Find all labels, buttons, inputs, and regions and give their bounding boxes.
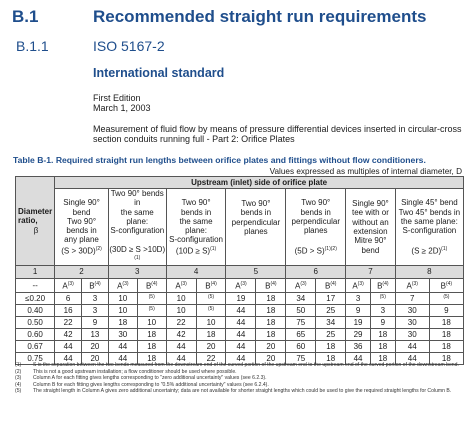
fitting-description-line: the same plane: [120,207,154,226]
column-number-4: 4 [166,266,226,279]
length-cell: 30 [395,329,429,341]
column-number-3: 3 [108,266,166,279]
fitting-description-line: bend [361,245,380,255]
fitting-description-line: Single 90° [352,199,389,209]
table-row [16,329,464,341]
beta-symbol: β [33,225,39,235]
fitting-description-line: bends in [66,226,97,236]
length-cell: 3 [370,305,395,317]
fitting-description-line: Mitre 90° [354,236,387,246]
ab-header-cell: $A^{(3)}$ [55,279,82,293]
fitting-description-line: planes [303,226,328,236]
fitting-description-line: bends in [180,207,212,217]
length-cell: 44 [55,341,82,353]
fitting-description-line [226,236,285,245]
length-cell: 19 [346,317,371,329]
fitting-description-line [109,235,166,244]
length-cell: 9 [346,305,371,317]
ab-header-cell: $A^{(3)}$ [395,279,429,293]
length-cell: 30 [395,317,429,329]
footnote-mark: (5) [15,388,22,394]
beta-cell: 0.67 [16,341,55,353]
length-cell: (5) [137,305,166,317]
fitting-description-line: Single 90° [63,198,100,208]
fitting-description-line: bends in [300,207,331,217]
length-cell: 44 [55,353,82,365]
fitting-description-line: Two 45° bends in [398,207,461,217]
section-number: B.1 [12,7,39,26]
fitting-description-line: (S > 30D)$^{(2)}$ [61,245,102,256]
length-cell: 18 [429,329,463,341]
length-cell: 18 [316,353,346,365]
fitting-description-line [286,235,345,244]
length-cell: 44 [108,341,137,353]
footnote [15,388,467,395]
length-cell: 18 [429,341,463,353]
length-cell: 65 [286,329,316,341]
column-number-2: 2 [55,266,109,279]
fitting-description-line: (10D ≥ S)$^{(1)}$ [175,245,217,256]
length-cell: 10 [166,293,196,305]
ab-header-cell: $A^{(3)}$ [166,279,196,293]
length-cell: 22 [166,317,196,329]
length-cell: 44 [166,353,196,365]
column-number-8: 8 [395,266,463,279]
ab-header-cell: $B^{(4)}$ [316,279,346,293]
length-cell: 10 [108,305,137,317]
ab-header-dash: -- [16,279,55,293]
column-number-row [16,266,464,279]
fitting-description-2 [55,189,109,266]
length-cell: 20 [82,353,109,365]
fitting-description-line: Two 90° [67,216,97,226]
length-cell: 75 [286,353,316,365]
fitting-description-line: bends in [240,208,272,218]
footnotes [15,362,467,395]
fitting-description-line: S-configuration [110,226,165,236]
fitting-description-line: the same [179,216,213,226]
table-row [16,341,464,353]
standard-description: Measurement of fluid flow by means of pressure differential devices inserted in circular-cross section conduits running full - Part 2: Orifice Plates [93,124,462,145]
edition-block [93,93,151,113]
ab-header-cell: $A^{(3)}$ [108,279,137,293]
length-cell: 7 [395,293,429,305]
edition-text: First Edition [93,93,141,103]
table-body [16,293,464,365]
length-cell: (5) [429,293,463,305]
table-row [16,305,464,317]
ab-header-cell: $B^{(4)}$ [256,279,286,293]
length-cell: 22 [196,353,226,365]
length-cell: 10 [108,293,137,305]
length-cell: 44 [226,353,256,365]
ab-header-cell: $A^{(3)}$ [226,279,256,293]
footnote-text: Column B for each fitting gives lengths corresponding to "0.5% additional uncertainty" values (see 6.2.4). [33,381,269,388]
length-cell: 18 [370,353,395,365]
beta-cell: 0.75 [16,353,55,365]
straight-run-table [15,176,464,365]
length-cell: 18 [256,293,286,305]
length-cell: 50 [286,305,316,317]
length-cell: 60 [286,341,316,353]
length-cell: 36 [346,341,371,353]
footnote-mark: (3) [15,375,22,381]
length-cell: 18 [256,317,286,329]
length-cell: 6 [55,293,82,305]
length-cell: 42 [55,329,82,341]
column-number-5: 5 [226,266,286,279]
fitting-description-line: without an [352,217,389,227]
ab-header-cell: $A^{(3)}$ [286,279,316,293]
diameter-header-line: Diameter [18,207,53,217]
fitting-description-line [396,235,463,244]
fitting-description-5 [226,189,286,266]
ab-header-cell: $B^{(4)}$ [196,279,226,293]
footnote-text: S is the separation between the two bends measured from the downstream end of the curved portion of the upstream end to the upstream end of the curved portion of the downstream bend. [33,362,459,368]
length-cell: 18 [370,329,395,341]
length-cell: 18 [370,341,395,353]
fitting-description-line: any plane [64,235,99,245]
diameter-header-line: ratio, [18,216,38,226]
footnote-text: This is not a good upstream installation; a flow conditioner should be used where possible. [33,368,237,375]
length-cell: 13 [82,329,109,341]
fitting-description-3 [108,189,166,266]
length-cell: 20 [82,341,109,353]
length-cell: 44 [108,353,137,365]
beta-cell: 0.40 [16,305,55,317]
fitting-description-6 [286,189,346,266]
length-cell: 9 [370,317,395,329]
diameter-ratio-header [16,177,55,266]
fitting-description-line: tee with or [351,208,389,218]
fitting-description-line: perpendicular [291,216,340,226]
subsection-title: ISO 5167-2 [93,38,165,54]
subsection-number: B.1.1 [16,38,49,54]
ab-header-cell: $B^{(4)}$ [137,279,166,293]
length-cell: 44 [166,341,196,353]
length-cell: 34 [286,293,316,305]
footnote-text: The straight length in Column A gives zero additional uncertainty; data are not available for shorter straight lengths which could be used to give the required straight lengths for Column B. [33,388,452,394]
fitting-description-line: extension [353,227,388,237]
length-cell: 75 [286,317,316,329]
footnote-mark: (2) [15,368,22,375]
length-cell: 44 [395,353,429,365]
length-cell: 30 [395,305,429,317]
length-cell: 18 [256,305,286,317]
table-caption: Table B-1. Required straight run lengths between orifice plates and fittings without flow conditioners. [13,155,426,165]
fitting-description-7 [346,189,396,266]
length-cell: 30 [108,329,137,341]
ab-header-cell: $B^{(4)}$ [82,279,109,293]
length-cell: 34 [316,317,346,329]
fitting-description-line: (30D ≥ S >10D)$^{(1)}$ [109,244,166,262]
beta-cell: 0.50 [16,317,55,329]
length-cell: 22 [55,317,82,329]
ab-header-cell: $B^{(4)}$ [429,279,463,293]
beta-cell: ≤0.20 [16,293,55,305]
fitting-description-row [16,189,464,266]
length-cell: 18 [429,317,463,329]
length-cell: (5) [196,305,226,317]
footnote-mark: (4) [15,381,22,388]
fitting-description-line: Two 90° [241,199,271,209]
ab-header-row [16,279,464,293]
length-cell: 18 [429,353,463,365]
footnote-text: Column A for each fitting gives lengths corresponding to "zero additional uncertainty" values (see 6.2.3). [33,375,267,381]
length-cell: (5) [196,293,226,305]
fitting-description-line: S-configuration [402,226,457,236]
ab-header-cell: $A^{(3)}$ [346,279,371,293]
footnote-mark: (1) [15,362,22,368]
fitting-description-4 [166,189,226,266]
length-cell: 10 [137,317,166,329]
length-cell: 42 [166,329,196,341]
fitting-description-line: bend [72,207,91,217]
length-cell: 20 [256,341,286,353]
edition-date: March 1, 2003 [93,103,151,113]
length-cell: 17 [316,293,346,305]
length-cell: 29 [346,329,371,341]
length-cell: 18 [137,329,166,341]
units-note: Values expressed as multiples of internal diameter, D [269,167,462,176]
length-cell: 44 [346,353,371,365]
length-cell: 20 [256,353,286,365]
fitting-description-line: Single 45° bend [401,198,458,208]
length-cell: 10 [166,305,196,317]
length-cell: 10 [196,317,226,329]
length-cell: 18 [196,329,226,341]
length-cell: 19 [226,293,256,305]
length-cell: (5) [370,293,395,305]
length-cell: 3 [346,293,371,305]
fitting-description-line [226,246,285,255]
table-row [16,293,464,305]
length-cell: 18 [137,353,166,365]
length-cell: 20 [196,341,226,353]
fitting-description-line: Two 90° [301,198,331,208]
fitting-description-8 [395,189,463,266]
length-cell: 44 [226,317,256,329]
length-cell: 3 [82,305,109,317]
length-cell: 9 [429,305,463,317]
fitting-description-line: (S ≥ 2D)$^{(1)}$ [411,245,448,256]
fitting-description-line: planes [244,227,268,237]
length-cell: 18 [137,341,166,353]
column-number-1: 1 [16,266,55,279]
table-row [16,317,464,329]
column-number-7: 7 [346,266,396,279]
length-cell: 18 [108,317,137,329]
length-cell: 18 [316,341,346,353]
column-number-6: 6 [286,266,346,279]
fitting-description-line: S-configuration [169,235,223,245]
beta-cell: 0.60 [16,329,55,341]
fitting-description-line: (5D > S)$^{(1)(2)}$ [294,245,337,256]
length-cell: 9 [82,317,109,329]
length-cell: 44 [226,329,256,341]
length-cell: 44 [226,305,256,317]
fitting-description-line: Two 90° bends in [110,189,164,208]
length-cell: (5) [137,293,166,305]
length-cell: 18 [256,329,286,341]
length-cell: 25 [316,305,346,317]
fitting-description-line: the same plane: [400,216,458,226]
fitting-description-line: Two 90° [181,198,211,208]
length-cell: 16 [55,305,82,317]
length-cell: 3 [82,293,109,305]
standard-heading: International standard [93,66,225,80]
fitting-description-line: plane: [185,226,207,236]
ab-header-cell: $B^{(4)}$ [370,279,395,293]
upstream-header: Upstream (inlet) side of orifice plate [55,177,464,189]
length-cell: 25 [316,329,346,341]
length-cell: 44 [226,341,256,353]
table-header-row [16,177,464,189]
section-title: Recommended straight run requirements [93,7,427,26]
length-cell: 44 [395,341,429,353]
fitting-description-line: perpendicular [231,217,281,227]
